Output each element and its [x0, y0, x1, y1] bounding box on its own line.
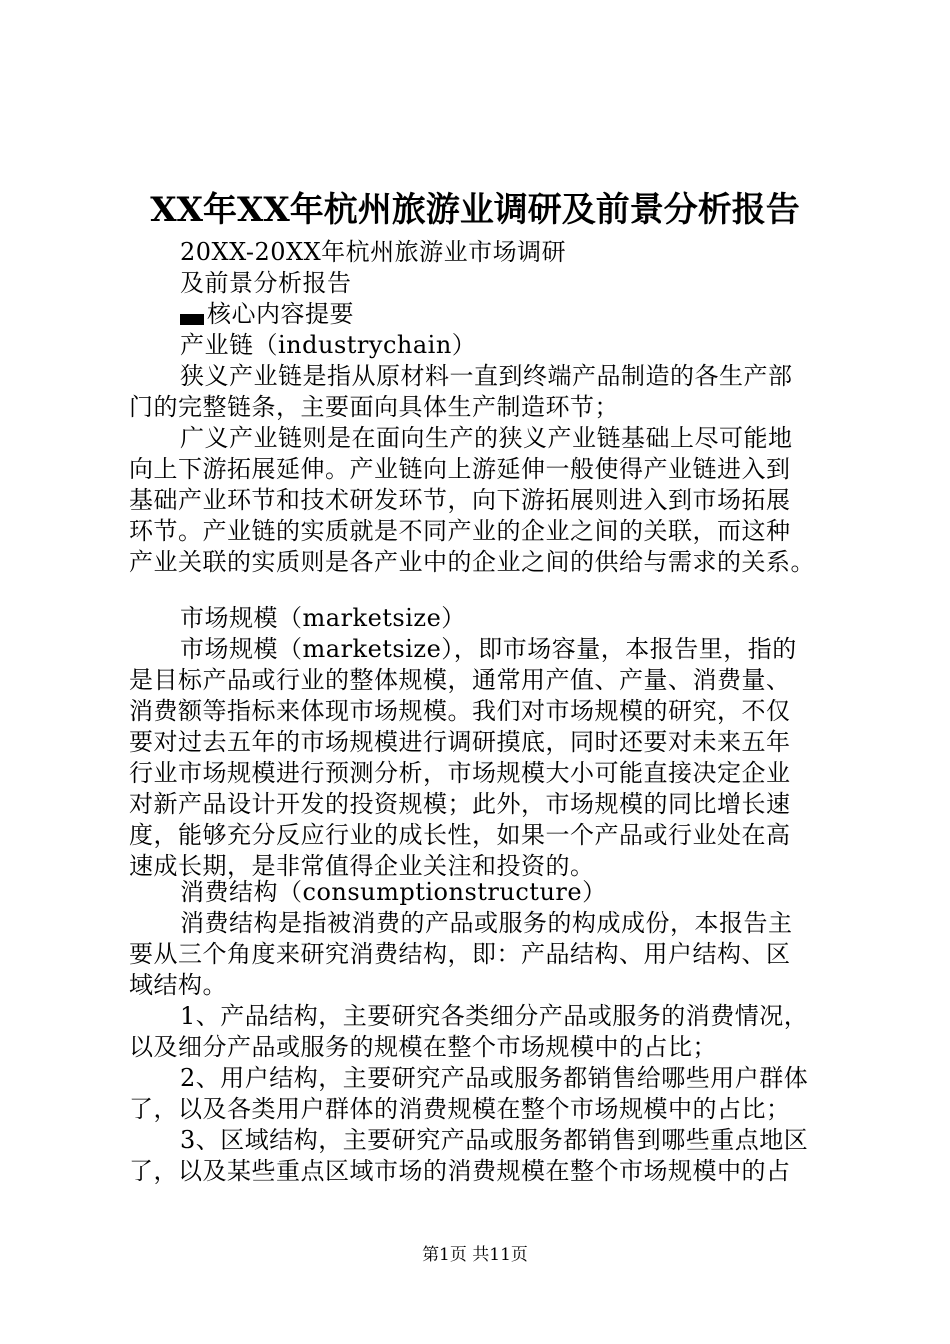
subtitle-line-1: 20XX-20XX年杭州旅游业市场调研 [180, 238, 567, 266]
paragraph-line: 以及细分产品或服务的规模在整个市场规模中的占比； [129, 1033, 717, 1061]
section-heading-consumption-structure: 消费结构（consumptionstructure） [180, 878, 607, 906]
subtitle-line-2: 及前景分析报告 [180, 269, 352, 297]
paragraph-line: 度，能够充分反应行业的成长性，如果一个产品或行业处在高 [129, 821, 791, 849]
paragraph-line: 对新产品设计开发的投资规模；此外，市场规模的同比增长速 [129, 790, 791, 818]
square-bullet-icon [180, 314, 204, 325]
paragraph-line: 行业市场规模进行预测分析，市场规模大小可能直接决定企业 [129, 759, 791, 787]
paragraph-line: 3、区域结构，主要研究产品或服务都销售到哪些重点地区 [180, 1126, 809, 1154]
paragraph-line: 产业关联的实质则是各产业中的企业之间的供给与需求的关系。 [129, 548, 815, 576]
paragraph-line: 广义产业链则是在面向生产的狭义产业链基础上尽可能地 [180, 424, 793, 452]
summary-heading [180, 299, 354, 329]
page-number-footer: 第1页 共11页 [422, 1245, 528, 1265]
paragraph-line: 消费额等指标来体现市场规模。我们对市场规模的研究，不仅 [129, 697, 791, 725]
paragraph-line: 速成长期，是非常值得企业关注和投资的。 [129, 852, 595, 880]
paragraph-line: 狭义产业链是指从原材料一直到终端产品制造的各生产部 [180, 362, 793, 390]
paragraph-line: 环节。产业链的实质就是不同产业的企业之间的关联，而这种 [129, 517, 791, 545]
paragraph-line: 向上下游拓展延伸。产业链向上游延伸一般使得产业链进入到 [129, 455, 791, 483]
summary-heading-text: 核心内容提要 [207, 300, 354, 328]
paragraph-line: 要对过去五年的市场规模进行调研摸底，同时还要对未来五年 [129, 728, 791, 756]
paragraph-line: 消费结构是指被消费的产品或服务的构成成份，本报告主 [180, 909, 793, 937]
paragraph-line: 市场规模（marketsize），即市场容量，本报告里，指的 [180, 635, 797, 663]
paragraph-line: 2、用户结构，主要研究产品或服务都销售给哪些用户群体 [180, 1064, 809, 1092]
paragraph-line: 是目标产品或行业的整体规模，通常用产值、产量、消费量、 [129, 666, 791, 694]
paragraph-line: 要从三个角度来研究消费结构，即：产品结构、用户结构、区 [129, 940, 791, 968]
paragraph-line: 门的完整链条，主要面向具体生产制造环节； [129, 393, 619, 421]
section-heading-industry-chain: 产业链（industrychain） [180, 331, 477, 359]
document-title: XX年XX年杭州旅游业调研及前景分析报告 [150, 190, 800, 230]
paragraph-line: 基础产业环节和技术研发环节，向下游拓展则进入到市场拓展 [129, 486, 791, 514]
paragraph-line: 1、产品结构，主要研究各类细分产品或服务的消费情况， [180, 1002, 809, 1030]
paragraph-line: 了，以及某些重点区域市场的消费规模在整个市场规模中的占 [129, 1157, 791, 1185]
paragraph-line: 了，以及各类用户群体的消费规模在整个市场规模中的占比； [129, 1095, 791, 1123]
paragraph-line: 域结构。 [129, 971, 227, 999]
section-heading-market-size: 市场规模（marketsize） [180, 604, 466, 632]
